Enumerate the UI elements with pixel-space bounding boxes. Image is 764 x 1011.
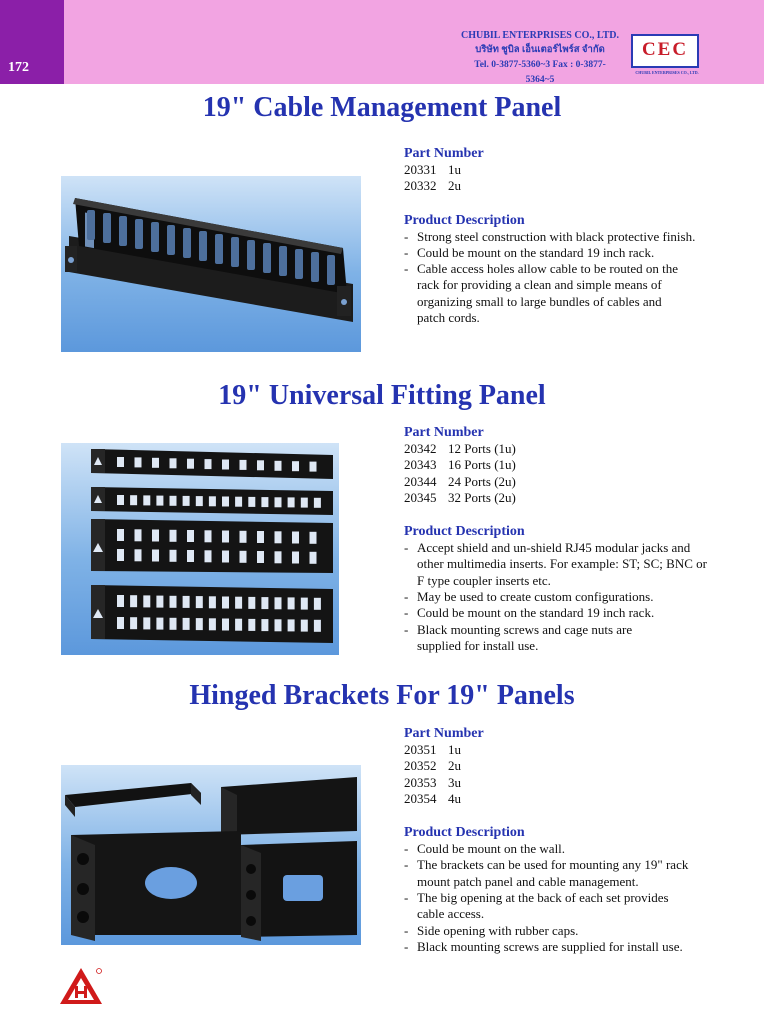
page-number-tab	[0, 0, 64, 84]
part-desc: 12 Ports (1u)	[448, 441, 516, 456]
part-row	[404, 490, 724, 506]
part-desc: 2u	[448, 758, 461, 774]
part-row	[404, 457, 724, 473]
part-row	[404, 742, 724, 758]
section-title-universal-fitting: 19" Universal Fitting Panel	[218, 380, 546, 411]
company-contact: Tel. 0-3877-5360~3 Fax : 0-3877-5364~5	[474, 60, 606, 85]
description-item: - Accept shield and un-shield RJ45 modular jacks and other multimedia inserts. For example: ST; SC; BNC or F type coupler inserts etc.	[404, 540, 724, 589]
part-row	[404, 775, 724, 791]
description-item: - Black mounting screws are supplied for install use.	[404, 939, 737, 955]
part-desc: 1u	[448, 742, 461, 757]
part-row	[404, 474, 724, 490]
part-code: 20354	[404, 790, 437, 806]
description-item: - Could be mount on the standard 19 inch rack.	[404, 605, 724, 621]
section-info-universal-fitting	[404, 424, 724, 654]
page-header	[0, 0, 764, 84]
logo-text: CEC	[641, 39, 689, 60]
part-desc: 32 Ports (2u)	[448, 489, 516, 505]
part-list	[404, 742, 724, 807]
part-number-heading: Part Number	[404, 425, 484, 440]
part-desc: 24 Ports (2u)	[448, 473, 516, 489]
part-code: 20351	[404, 742, 437, 757]
hinged-brackets-image	[61, 765, 361, 945]
part-code: 20344	[404, 473, 437, 489]
company-info	[460, 28, 620, 88]
product-description-heading: Product Description	[404, 825, 525, 841]
logo-subtitle: CHUBIL ENTERPRISES CO., LTD.	[635, 70, 699, 75]
product-description-heading: Product Description	[404, 212, 525, 228]
part-desc: 2u	[448, 178, 461, 194]
product-description-heading: Product Description	[404, 524, 525, 540]
description-item: - Black mounting screws and cage nuts are supplied for install use.	[404, 622, 724, 655]
part-row	[404, 441, 724, 457]
description-item: - May be used to create custom configurations.	[404, 589, 724, 605]
part-desc: 1u	[448, 162, 461, 177]
part-code: 20345	[404, 489, 437, 505]
part-row	[404, 758, 724, 774]
product-description-list	[404, 229, 724, 327]
part-number-heading: Part Number	[404, 146, 484, 161]
description-item: - Cable access holes allow cable to be routed on the rack for providing a clean and simple means of organizing small to large bundles of cables and patch cords.	[404, 261, 724, 326]
cec-logo	[631, 34, 699, 68]
part-number-heading: Part Number	[404, 726, 484, 741]
company-name-th: บริษัท ชูบิล เอ็นเตอร์ไพร์ส จำกัด	[475, 45, 605, 55]
company-name-en: CHUBIL ENTERPRISES CO., LTD.	[460, 30, 619, 41]
section-info-hinged-brackets	[404, 725, 724, 955]
part-row	[404, 791, 724, 807]
part-code: 20342	[404, 441, 437, 456]
description-item: - The big opening at the back of each set provides cable access.	[404, 890, 724, 923]
description-item: - Side opening with rubber caps.	[404, 923, 724, 939]
section-info-cable-management	[404, 145, 724, 326]
part-code: 20353	[404, 774, 437, 790]
part-row	[404, 178, 724, 194]
part-desc: 3u	[448, 774, 461, 790]
description-item: - Strong steel construction with black protective finish.	[404, 229, 724, 245]
part-code: 20331	[404, 162, 437, 177]
description-item: - The brackets can be used for mounting any 19" rack mount patch panel and cable management.	[404, 857, 724, 890]
part-list	[404, 162, 724, 195]
product-description-list	[404, 841, 724, 955]
part-code: 20343	[404, 457, 437, 473]
section-title-hinged-brackets: Hinged Brackets For 19" Panels	[189, 680, 575, 711]
universal-fitting-panel-image	[61, 443, 339, 655]
part-code: 20352	[404, 758, 437, 774]
part-desc: 4u	[448, 790, 461, 806]
part-list	[404, 441, 724, 506]
description-item: - Could be mount on the standard 19 inch rack.	[404, 245, 724, 261]
part-code: 20332	[404, 178, 437, 194]
part-row	[404, 162, 724, 178]
description-item: - Could be mount on the wall.	[404, 841, 724, 857]
page-number: 172	[8, 60, 29, 75]
product-description-list	[404, 540, 724, 654]
cable-management-panel-image	[61, 176, 361, 352]
brand-logo-icon	[58, 966, 104, 1011]
section-title-cable-management: 19" Cable Management Panel	[202, 92, 562, 123]
part-desc: 16 Ports (1u)	[448, 457, 516, 473]
